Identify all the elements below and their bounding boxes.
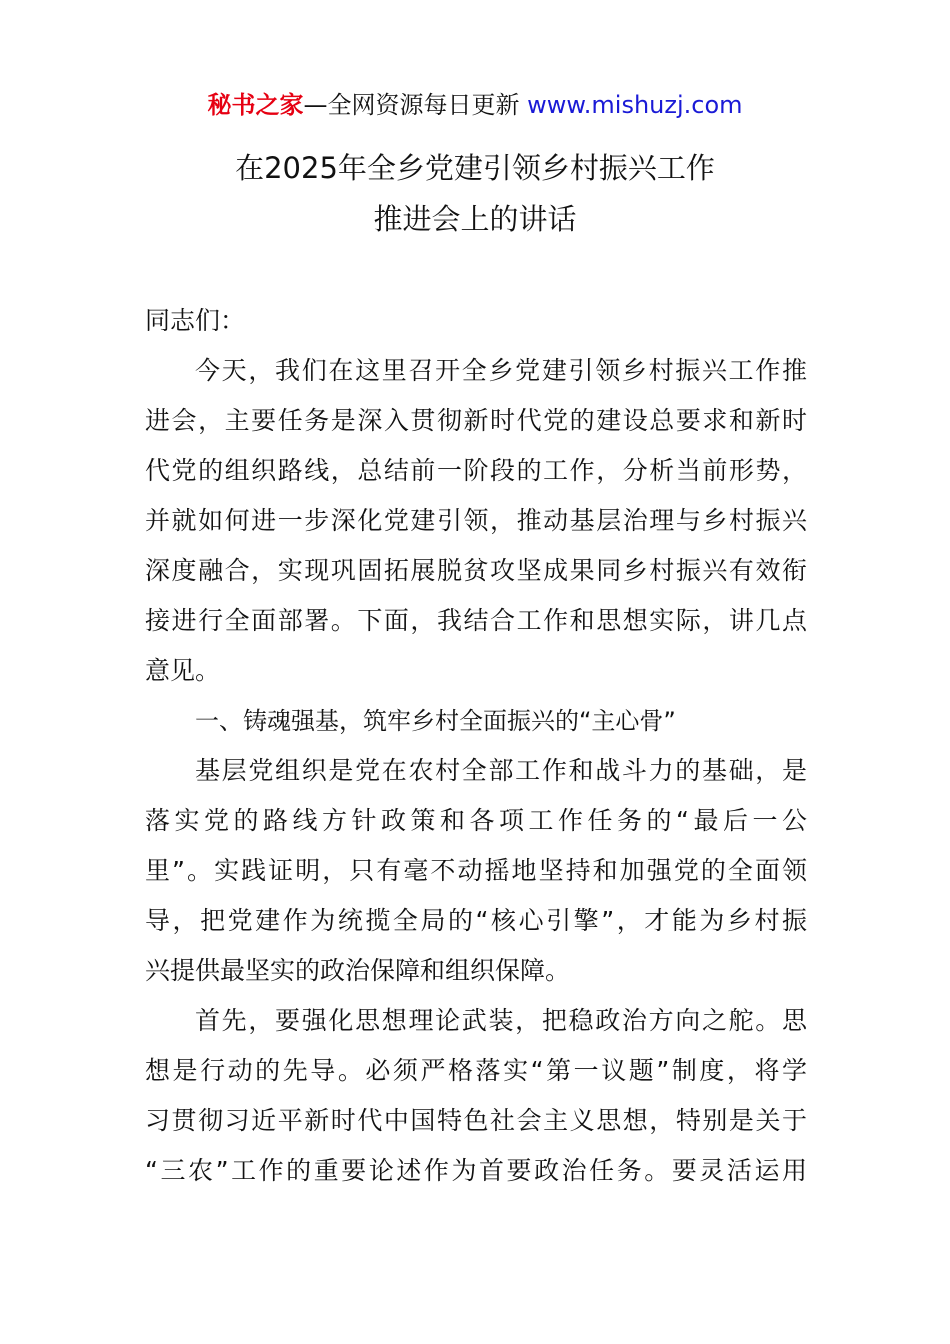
body-line: 深度融合，实现巩固拓展脱贫攻坚成果同乡村振兴有效衔 [145, 556, 807, 585]
site-link[interactable]: www.mishuzj.com [527, 91, 743, 119]
site-header [0, 88, 950, 122]
body-line: 接进行全面部署。下面，我结合工作和思想实际，讲几点 [145, 606, 807, 635]
body-line: 代党的组织路线，总结前一阶段的工作，分析当前形势， [145, 456, 807, 485]
body-line: 习贯彻习近平新时代中国特色社会主义思想，特别是关于 [145, 1106, 807, 1135]
header-tagline: —全网资源每日更新 [303, 91, 528, 119]
document-title-line-1: 在2025年全乡党建引领乡村振兴工作 [235, 151, 715, 185]
body-line: 落实党的路线方针政策和各项工作任务的“最后一公 [145, 806, 807, 835]
brand-name: 秘书之家 [207, 91, 304, 119]
body-line: 导，把党建作为统揽全局的“核心引擎”，才能为乡村振 [145, 906, 807, 935]
section-heading: 一、铸魂强基，筑牢乡村全面振兴的“主心骨” [195, 707, 676, 735]
body-line: 并就如何进一步深化党建引领，推动基层治理与乡村振兴 [145, 506, 807, 535]
document-body [145, 296, 807, 1196]
body-line: 想是行动的先导。必须严格落实“第一议题”制度，将学 [145, 1056, 807, 1085]
body-line: 今天，我们在这里召开全乡党建引领乡村振兴工作推 [195, 356, 807, 385]
body-line: 里”。实践证明，只有毫不动摇地坚持和加强党的全面领 [145, 856, 807, 885]
body-line: “三农”工作的重要论述作为首要政治任务。要灵活运用 [145, 1156, 807, 1185]
salutation: 同志们： [145, 306, 246, 335]
body-line: 基层党组织是党在农村全部工作和战斗力的基础，是 [195, 756, 807, 785]
body-line: 兴提供最坚实的政治保障和组织保障。 [145, 956, 571, 985]
body-line: 意见。 [145, 656, 221, 685]
body-line: 进会，主要任务是深入贯彻新时代党的建设总要求和新时 [145, 406, 807, 435]
body-line: 首先，要强化思想理论武装，把稳政治方向之舵。思 [195, 1006, 807, 1035]
document-title-line-2: 推进会上的讲话 [373, 202, 577, 236]
